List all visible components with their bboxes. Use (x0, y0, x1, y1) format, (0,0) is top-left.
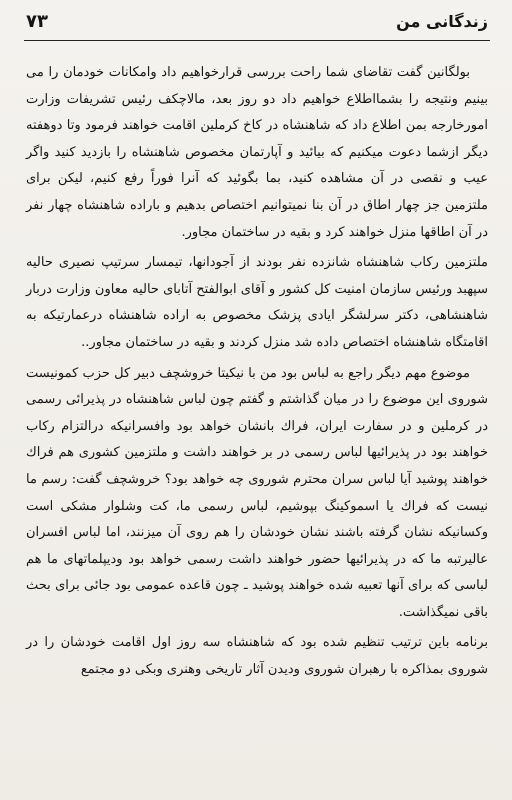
paragraph-4: برنامه باین ترتیب تنظیم شده بود که شاهنشاه سه روز اول اقامت خودشان را در شوروی بمذاکره با رهبران شوروی ودیدن آثار تاریخی وهنری وبکی دو مجتمع (26, 635, 488, 678)
header-rule (24, 40, 490, 41)
paragraph-2: ملتزمین رکاب شاهنشاه شانزده نفر بودند از آجودانها، تیمسار سرتیپ نصیری حالیه سپهبد ورئیس سازمان امنیت کل کشور و آقای ابوالفتح آتابای حالیه معاون وزارت دربار شاهنشاهی، دکتر سرلشگر ایادی پزشک مخصوص به اراده شاهنشاه درعمارتیکه به اقامتگاه شاهنشاه اختصاص داده شد منزل کردند و بقیه در ساختمان مجاور.. (26, 255, 488, 350)
body-text (26, 60, 488, 684)
running-title: زندگانی من (396, 12, 488, 31)
page-number: ٧٣ (26, 11, 48, 32)
paragraph-1: بولگانین گفت تقاضای شما راحت بررسی قرارخواهیم داد وامکانات خودمان را می بینیم ونتیجه را بشمااطلاع خواهیم داد دو روز بعد، مالاچکف رئیس تشریفات وزارت امورخارجه بمن اطلاع داد که شاهنشاه در کاخ کرملین اقامت خواهند فرمود وتا دوهفته دیگر ازشما دعوت میکنیم که بیائید و آپارتمان مخصوص شاهنشاه را بازدید کنید واگر عیب و نقصی در آن مشاهده کنید، بما بگوئید که آنرا فوراً رفع کنیم، لیکن برای ملتزمین جز چهار اطاق در آن بنا نمیتوانیم اختصاص بدهیم و باراده شاهنشاه چهار نفر در آن اطاقها منزل خواهند کرد و بقیه در ساختمان مجاور. (26, 65, 488, 240)
page-header (26, 10, 488, 38)
paragraph-3: موضوع مهم دیگر راجع به لباس بود من با نیکیتا خروشچف دبیر کل حزب کمونیست شوروی این موضوع را در میان گذاشتم و گفتم چون لباس شاهنشاه در پذیرائی رسمی در کرملین و در سفارت ایران، فراك بانشان خواهد بود وافسرانیکه درالتزام رکاب خواهند بود در پذیرائیها لباس رسمی در بر خواهند داشت و ملتزمین کشوری هم فراك خواهند پوشید آیا لباس سران محترم شوروی چه خواهد بود؟ خروشچف گفت: رسم ما نیست که فراك یا اسموکینگ بپوشیم، لباس رسمی ما، کت وشلوار مشکی است وکسانیکه نشان گرفته باشند نشان خودشان را هم روی آن میزنند، اما لباس افسران عالیرتبه ما که در پذیرائیها حضور خواهند داشت رسمی خواهد بود ودیپلماتهای ما هم لباسی که برای آنها تعبیه شده خواهند پوشید ـ چون قاعده عمومی بود جائی برای بحث باقی نمیگذاشت. (26, 365, 488, 620)
